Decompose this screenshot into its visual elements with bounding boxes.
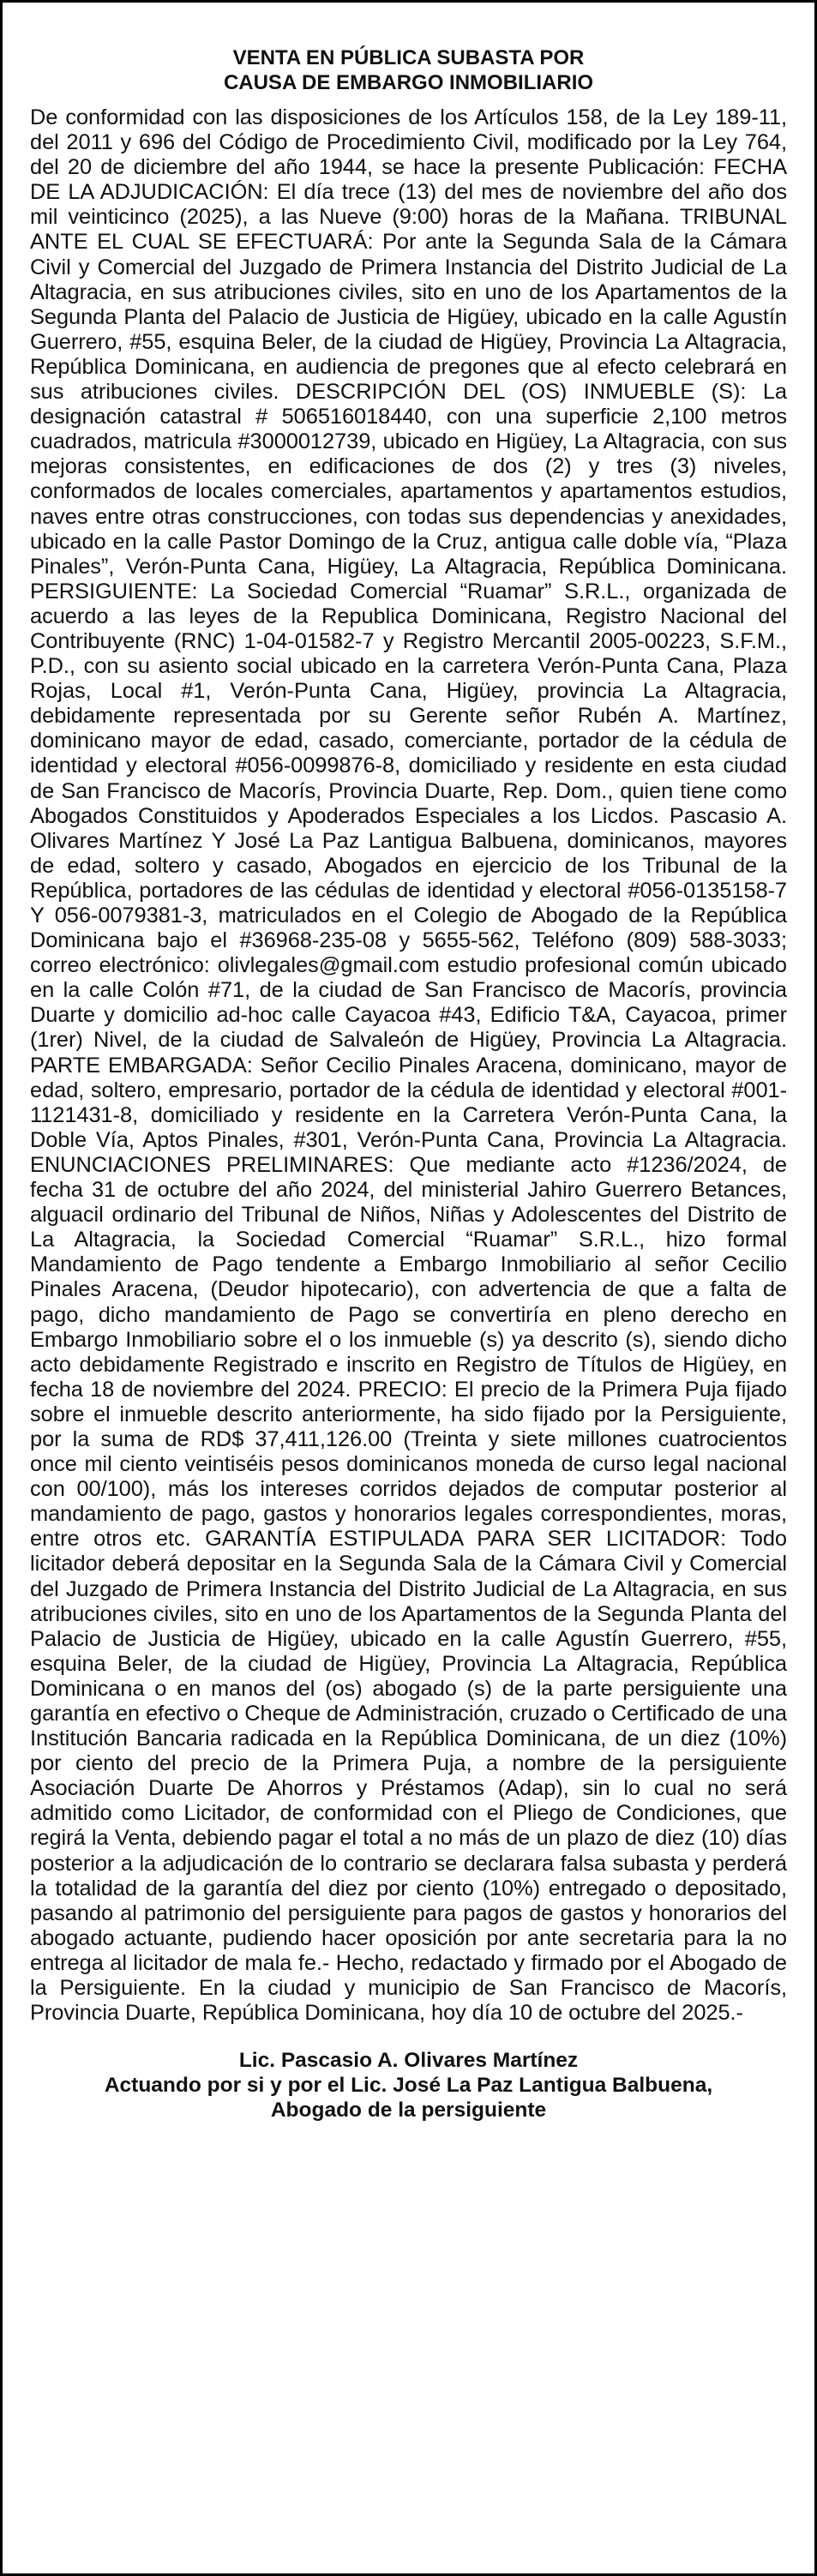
notice-title (30, 45, 787, 95)
notice-body: De conformidad con las disposiciones de los Artículos 158, de la Ley 189-11, del 2011 y 696 del Código de Procedimiento Civil, modificado por la Ley 764, del 20 de diciembre del año 1944, se hace la presente Publicación: FECHA DE LA ADJUDICACIÓN: El día trece (13) del mes de noviembre del año dos mil veinticinco (2025), a las Nueve (9:00) horas de la Mañana. TRIBUNAL ANTE EL CUAL SE EFECTUARÁ: Por ante la Segunda Sala de la Cámara Civil y Comercial del Juzgado de Primera Instancia del Distrito Judicial de La Altagracia, en sus atribuciones civiles, sito en uno de los Apartamentos de la Segunda Planta del Palacio de Justicia de Higüey, ubicado en la calle Agustín Guerrero, #55, esquina Beler, de la ciudad de Higüey, Provincia La Altagracia, República Dominicana, en audiencia de pregones que al efecto celebrará en sus atribuciones civiles. DESCRIPCIÓN DEL (OS) INMUEBLE (S): La designación catastral # 506516018440, con una superficie 2,100 metros cuadrados, matricula #3000012739, ubicado en Higüey, La Altagracia, con sus mejoras consistentes, en edificaciones de dos (2) y tres (3) niveles, conformados de locales comerciales, apartamentos y apartamentos estudios, naves entre otras construcciones, con todas sus dependencias y anexidades, ubicado en la calle Pastor Domingo de la Cruz, antigua calle doble vía, “Plaza Pinales”, Verón-Punta Cana, Higüey, La Altagracia, República Dominicana. PERSIGUIENTE: La Sociedad Comercial “Ruamar” S.R.L., organizada de acuerdo a las leyes de la Republica Dominicana, Registro Nacional del Contribuyente (RNC) 1-04-01582-7 y Registro Mercantil 2005-00223, S.F.M., P.D., con su asiento social ubicado en la carretera Verón-Punta Cana, Plaza Rojas, Local #1, Verón-Punta Cana, Higüey, provincia La Altagracia, debidamente representada por su Gerente señor Rubén A. Martínez, dominicano mayor de edad, casado, comerciante, portador de la cédula de identidad y electoral #056-0099876-8, domiciliado y residente en esta ciudad de San Francisco de Macorís, Provincia Duarte, Rep. Dom., quien tiene como Abogados Constituidos y Apoderados Especiales a los Licdos. Pascasio A. Olivares Martínez Y José La Paz Lantigua Balbuena, dominicanos, mayores de edad, soltero y casado, Abogados en ejercicio de los Tribunal de la República, portadores de las cédulas de identidad y electoral #056-0135158-7 Y 056-0079381-3, matriculados en el Colegio de Abogado de la República Dominicana bajo el #36968-235-08 y 5655-562, Teléfono (809) 588-3033; correo electrónico: olivlegales@gmail.com estudio profesional común ubicado en la calle Colón #71, de la ciudad de San Francisco de Macorís, provincia Duarte y domicilio ad-hoc calle Cayacoa #43, Edificio T&A, Cayacoa, primer (1rer) Nivel, de la ciudad de Salvaleón de Higüey, Provincia La Altagracia. PARTE EMBARGADA: Señor Cecilio Pinales Aracena, dominicano, mayor de edad, soltero, empresario, portador de la cédula de identidad y electoral #001-1121431-8, domiciliado y residente en la Carretera Verón-Punta Cana, la Doble Vía, Aptos Pinales, #301, Verón-Punta Cana, Provincia La Altagracia. ENUNCIACIONES PRELIMINARES: Que mediante acto #1236/2024, de fecha 31 de octubre del año 2024, del ministerial Jahiro Guerrero Betances, alguacil ordinario del Tribunal de Niños, Niñas y Adolescentes del Distrito de La Altagracia, la Sociedad Comercial “Ruamar” S.R.L., hizo formal Mandamiento de Pago tendente a Embargo Inmobiliario al señor Cecilio Pinales Aracena, (Deudor hipotecario), con advertencia de que a falta de pago, dicho mandamiento de Pago se convertiría en pleno derecho en Embargo Inmobiliario sobre el o los inmueble (s) ya descrito (s), siendo dicho acto debidamente Registrado e inscrito en Registro de Títulos de Higüey, en fecha 18 de noviembre del 2024. PRECIO: El precio de la Primera Puja fijado sobre el inmueble descrito anteriormente, ha sido fijado por la Persiguiente, por la suma de RD$ 37,411,126.00 (Treinta y siete millones cuatrocientos once mil ciento veintiséis pesos dominicanos moneda de curso legal nacional con 00/100), más los intereses corridos dejados de computar posterior al mandamiento de pago, gastos y honorarios legales correspondientes, moras, entre otros etc. GARANTÍA ESTIPULADA PARA SER LICITADOR: Todo licitador deberá depositar en la Segunda Sala de la Cámara Civil y Comercial del Juzgado de Primera Instancia del Distrito Judicial de La Altagracia, en sus atribuciones civiles, sito en uno de los Apartamentos de la Segunda Planta del Palacio de Justicia de Higüey, ubicado en la calle Agustín Guerrero, #55, esquina Beler, de la ciudad de Higüey, Provincia La Altagracia, República Dominicana o en manos del (os) abogado (s) de la parte persiguiente una garantía en efectivo o Cheque de Administración, cruzado o Certificado de una Institución Bancaria radicada en la República Dominicana, de un diez (10%) por ciento del precio de la Primera Puja, a nombre de la persiguiente Asociación Duarte De Ahorros y Préstamos (Adap), sin lo cual no será admitido como Licitador, de conformidad con el Pliego de Condiciones, que regirá la Venta, debiendo pagar el total a no más de un plazo de diez (10) días posterior a la adjudicación de lo contrario se declarara falsa subasta y perderá la totalidad de la garantía del diez por ciento (10%) entregado o depositado, pasando al patrimonio del persiguiente para pagos de gastos y honorarios del abogado actuante, pudiendo hacer oposición por ante secretaria para la no entrega al licitador de mala fe.- Hecho, redactado y firmado por el Abogado de la Persiguiente. En la ciudad y municipio de San Francisco de Macorís, Provincia Duarte, República Dominicana, hoy día 10 de octubre del 2025.- (30, 105, 787, 2026)
notice-title-line1: VENTA EN PÚBLICA SUBASTA POR (232, 46, 585, 69)
notice-title-line2: CAUSA DE EMBARGO INMOBILIARIO (223, 71, 594, 94)
signature-line2: Actuando por si y por el Lic. José La Paz Lantigua Balbuena, (104, 2074, 713, 2098)
signature-name: Lic. Pascasio A. Olivares Martínez (238, 2049, 579, 2073)
signature-block (30, 2048, 787, 2123)
signature-line3: Abogado de la persiguiente (270, 2099, 547, 2123)
